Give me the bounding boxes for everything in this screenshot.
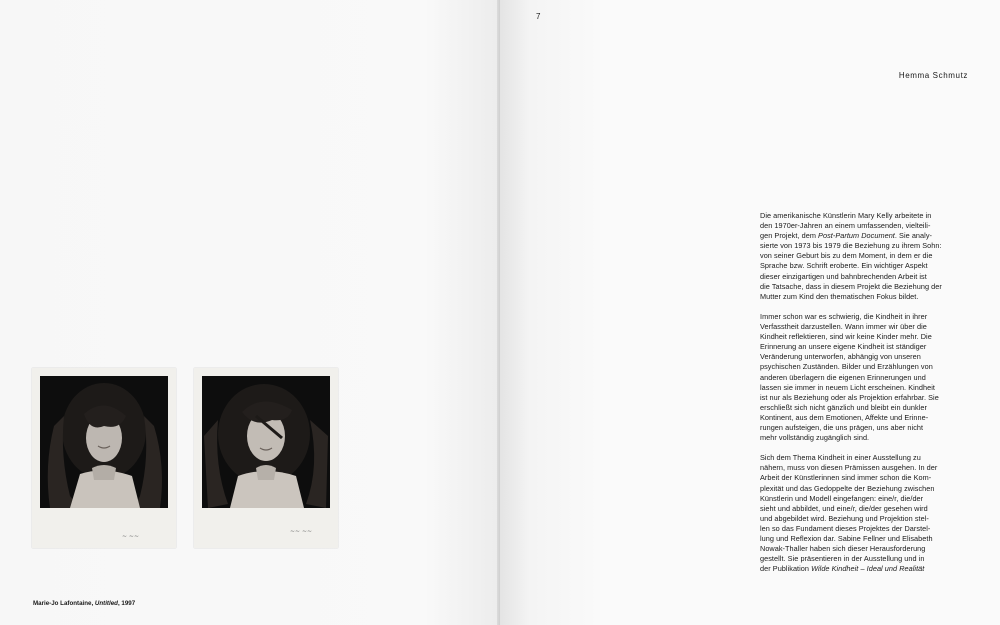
- text-line: [760, 393, 990, 403]
- text-line: [760, 504, 990, 514]
- text-segment: psychischen Zuständen. Bilder und Erzählungen von: [760, 362, 933, 372]
- text-segment: ist nur als Beziehung oder als Projektion erfahrbar. Sie: [760, 392, 939, 402]
- paragraph-gap: [760, 302, 990, 312]
- text-segment: von seiner Geburt bis zu dem Moment, in dem er die: [760, 251, 933, 261]
- text-segment: dieser einzigartigen und bahnbrechenden Arbeit ist: [760, 271, 927, 281]
- text-segment: Sprache bzw. Schrift eroberte. Ein wichtiger Aspekt: [760, 261, 928, 271]
- polaroid-photo-2: [194, 368, 338, 548]
- author-name: Hemma Schmutz: [898, 71, 968, 80]
- text-segment: den 1970er-Jahren an einem umfassenden, vielteili-: [760, 221, 931, 231]
- polaroid-photo-1: [32, 368, 176, 548]
- text-line: [760, 494, 990, 504]
- text-line: [760, 231, 990, 241]
- text-line: [760, 352, 990, 362]
- text-line: [760, 433, 990, 443]
- text-segment: Nowak-Thaller haben sich dieser Herausforderung: [760, 544, 926, 554]
- text-segment: Erinnerung an unsere eigene Kindheit ist ständiger: [760, 342, 927, 352]
- text-segment: sierte von 1973 bis 1979 die Beziehung zu ihrem Sohn:: [760, 241, 942, 251]
- text-segment: Immer schon war es schwierig, die Kindheit in ihrer: [760, 311, 928, 321]
- caption-year: , 1997: [117, 600, 136, 607]
- text-segment: Veränderung unterworfen, abhängig von unseren: [760, 352, 921, 362]
- text-segment: anderen überlagern die eigenen Erinnerungen und: [760, 372, 926, 382]
- text-line: [760, 453, 990, 463]
- text-line: [760, 524, 990, 534]
- page-number: 7: [536, 12, 541, 21]
- text-segment: Sich dem Thema Kindheit in einer Ausstellung zu: [760, 453, 921, 463]
- text-line: [760, 564, 990, 574]
- text-line: [760, 362, 990, 372]
- text-line: [760, 554, 990, 564]
- text-segment: Kontinent, aus dem Emotionen, Affekte und Erinne-: [760, 412, 929, 422]
- text-segment: mehr vollständig zugänglich sind.: [760, 433, 870, 443]
- text-segment: Verfasstheit darzustellen. Wann immer wir über die: [760, 322, 927, 332]
- text-line: [760, 332, 990, 342]
- text-segment: Mutter zum Kind den thematischen Fokus bildet.: [760, 291, 919, 301]
- text-segment: . Sie analy-: [894, 231, 932, 241]
- text-line: [760, 473, 990, 483]
- text-segment: sieht und abbildet, und eine/r, die/der gesehen wird: [760, 503, 928, 513]
- text-line: [760, 342, 990, 352]
- text-line: [760, 292, 990, 302]
- text-line: [760, 221, 990, 231]
- text-line: [760, 241, 990, 251]
- portrait-photo-2: [202, 376, 330, 508]
- text-segment: der Publikation: [760, 564, 812, 574]
- text-line: [760, 383, 990, 393]
- text-segment: len so das Fundament dieses Projektes der Darstel-: [760, 523, 931, 533]
- caption-artist: Marie-Jo Lafontaine,: [33, 600, 94, 607]
- text-segment: gen Projekt, dem: [760, 231, 819, 241]
- text-line: [760, 251, 990, 261]
- text-line: [760, 312, 990, 322]
- text-line: [760, 423, 990, 433]
- text-segment: die Tatsache, dass in diesem Projekt die Beziehung der: [760, 281, 942, 291]
- text-segment: plexität und das Gedoppelte der Beziehung zwischen: [760, 483, 935, 493]
- text-segment: lassen sie immer in neuem Licht erscheinen. Kindheit: [760, 382, 935, 392]
- text-line: [760, 484, 990, 494]
- text-segment: Künstlerin und Modell eingefangen: eine/r, die/der: [760, 493, 924, 503]
- polaroid-signature-1: ~ ~~: [122, 533, 139, 540]
- text-segment: Arbeit der Künstlerinnen sind immer schon die Kom-: [760, 473, 932, 483]
- text-segment: nähern, muss von diesen Prämissen ausgehen. In der: [760, 463, 938, 473]
- text-line: [760, 211, 990, 221]
- text-line: [760, 403, 990, 413]
- caption-title: Untitled: [94, 600, 118, 607]
- text-segment: rungen aufsteigen, die uns prägen, uns aber nicht: [760, 422, 924, 432]
- text-segment: lung und Reflexion dar. Sabine Fellner und Elisabeth: [760, 534, 933, 543]
- text-line: [760, 463, 990, 473]
- body-text: [760, 211, 990, 574]
- text-line: [760, 282, 990, 292]
- italic-title: Post-Partum Document: [818, 231, 895, 241]
- text-segment: gestellt. Sie präsentieren in der Ausstellung und in: [760, 554, 925, 564]
- text-segment: Die amerikanische Künstlerin Mary Kelly arbeitete in: [760, 211, 932, 220]
- text-segment: Kindheit reflektieren, sind wir keine Kinder mehr. Die: [760, 332, 932, 342]
- text-line: [760, 544, 990, 554]
- text-line: [760, 514, 990, 524]
- text-line: [760, 373, 990, 383]
- paragraph-gap: [760, 443, 990, 453]
- text-line: [760, 534, 990, 544]
- text-line: [760, 413, 990, 423]
- image-caption: [33, 600, 135, 607]
- text-segment: und abgebildet wird. Beziehung und Projektion stel-: [760, 513, 929, 523]
- text-line: [760, 272, 990, 282]
- text-line: [760, 322, 990, 332]
- portrait-photo-1: [40, 376, 168, 508]
- polaroid-signature-2: ~~ ~~: [290, 528, 313, 535]
- text-segment: erschließt sich nicht gänzlich und bleibt ein dunkler: [760, 402, 927, 412]
- italic-title: Wilde Kindheit – Ideal und Realität: [811, 564, 925, 574]
- text-line: [760, 261, 990, 271]
